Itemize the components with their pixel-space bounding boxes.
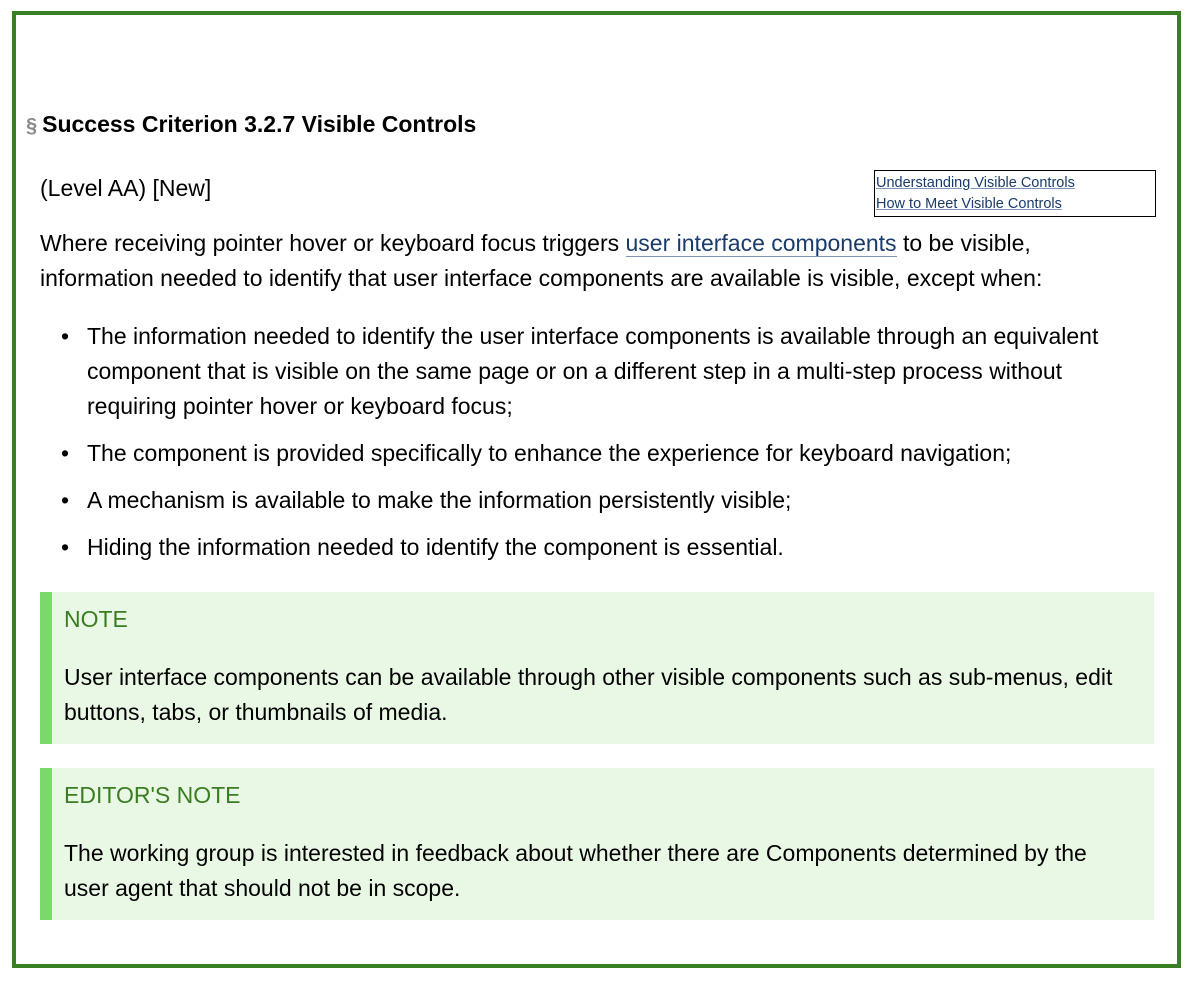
exceptions-list	[40, 319, 1150, 577]
list-item-text: A mechanism is available to make the information persistently visible;	[87, 487, 792, 513]
intro-text-before: Where receiving pointer hover or keyboard focus triggers	[40, 230, 626, 256]
how-to-meet-link[interactable]: How to Meet Visible Controls	[876, 196, 1062, 212]
note-body: User interface components can be available through other visible components such as sub-menus, edit buttons, tabs, or thumbnails of media.	[64, 664, 1113, 725]
editors-note-body: The working group is interested in feedback about whether there are Components determined by the user agent that should not be in scope.	[64, 840, 1087, 901]
list-item-text: Hiding the information needed to identify the component is essential.	[87, 534, 784, 560]
list-item	[40, 319, 1150, 424]
criterion-title: Success Criterion 3.2.7 Visible Controls	[42, 111, 477, 137]
criterion-heading	[26, 109, 476, 141]
bullet-icon: •	[61, 323, 70, 349]
criterion-frame	[12, 11, 1181, 968]
editors-note-box	[40, 768, 1154, 920]
bullet-icon: •	[61, 534, 70, 560]
editors-note-title: EDITOR'S NOTE	[64, 782, 241, 808]
conformance-level: (Level AA) [New]	[40, 175, 212, 201]
list-item	[40, 436, 1150, 471]
intro-text-after: to be visible, information needed to identify that user interface components are available is visible, except when:	[40, 230, 1043, 291]
note-title: NOTE	[64, 606, 128, 632]
list-item	[40, 530, 1150, 565]
bullet-icon: •	[61, 440, 70, 466]
reference-links-box	[874, 170, 1156, 217]
understanding-link[interactable]: Understanding Visible Controls	[876, 175, 1075, 191]
bullet-icon: •	[61, 487, 70, 513]
list-item-text: The information needed to identify the user interface components is available through an equivalent component that is visible on the same page or on a different step in a multi-step process without requiring pointer hover or keyboard focus;	[87, 323, 1099, 419]
list-item-text: The component is provided specifically to enhance the experience for keyboard navigation;	[87, 440, 1012, 466]
note-box	[40, 592, 1154, 744]
section-anchor-link[interactable]: §	[26, 115, 38, 137]
user-interface-components-link[interactable]: user interface components	[625, 230, 897, 256]
criterion-intro	[40, 226, 1150, 296]
list-item	[40, 483, 1150, 518]
